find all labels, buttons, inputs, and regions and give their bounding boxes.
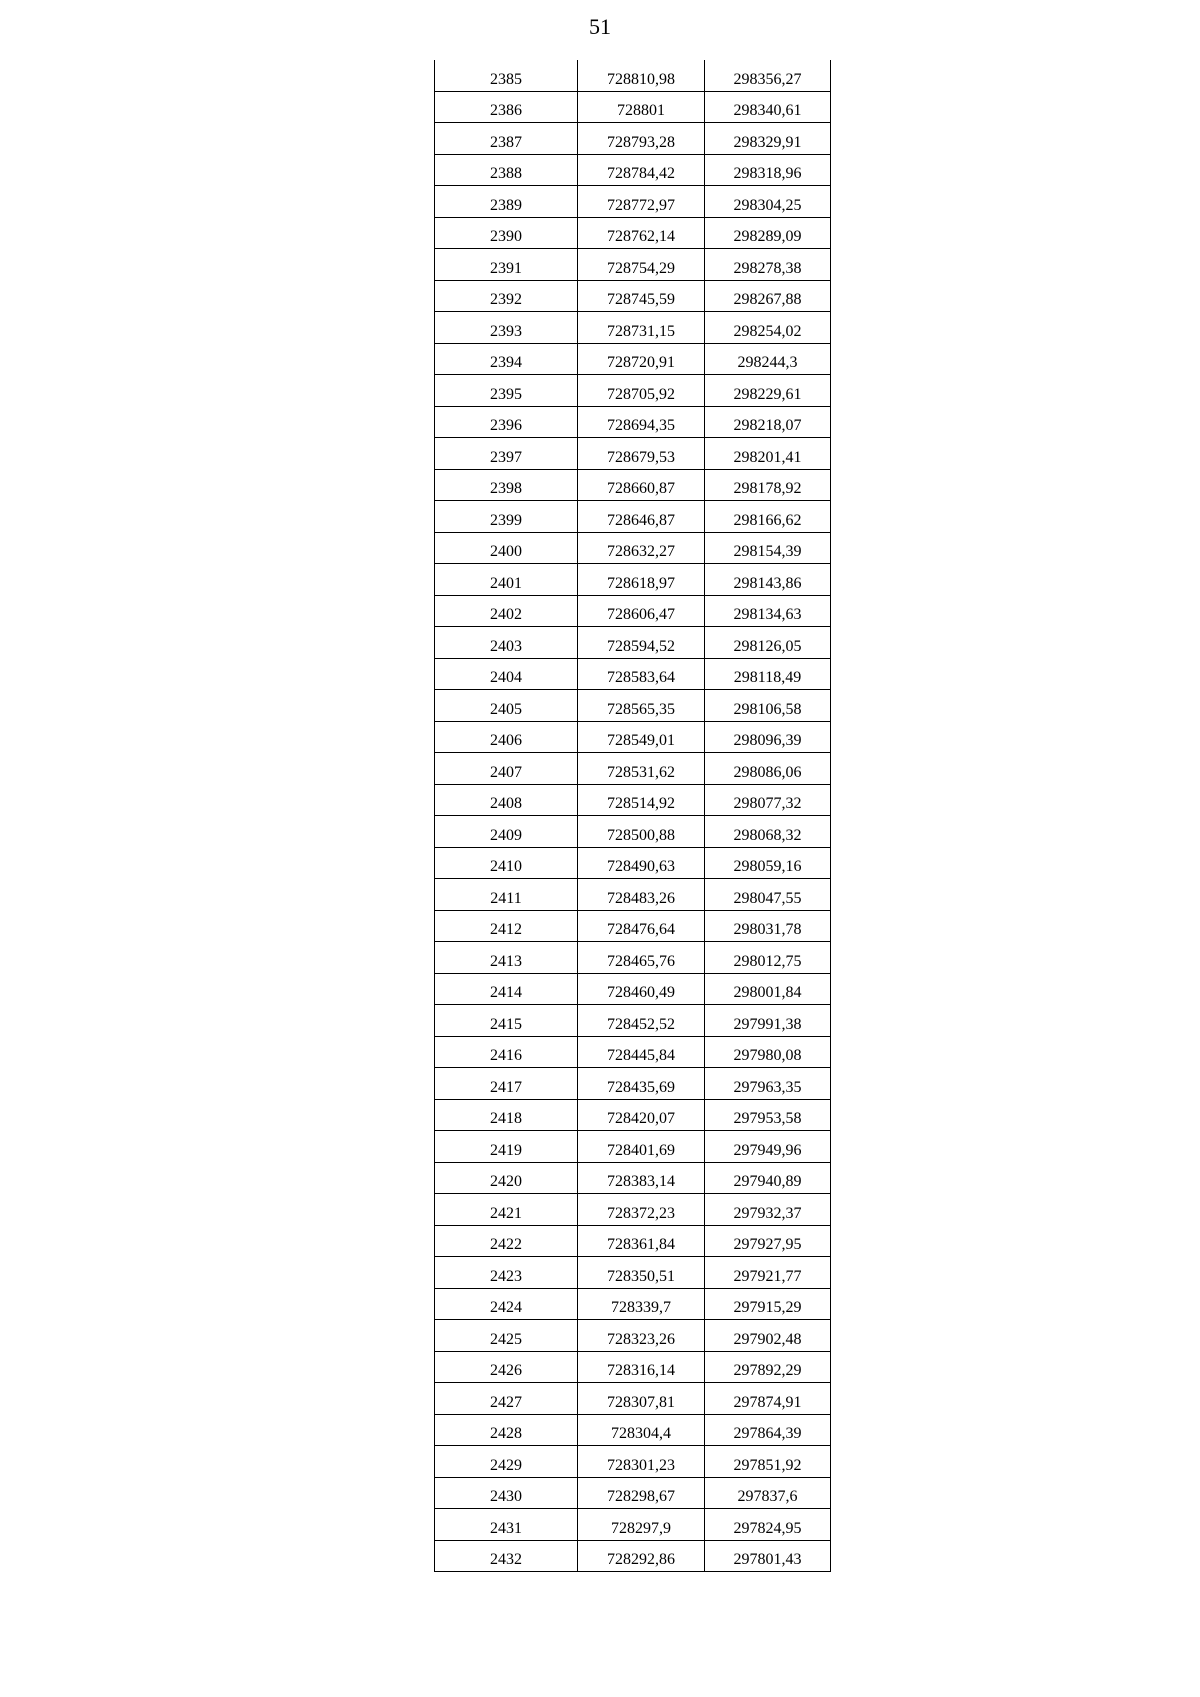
point-number-cell: 2401 (435, 564, 578, 596)
x-coordinate-cell: 728292,86 (578, 1540, 705, 1572)
table-row (435, 186, 831, 218)
point-number-cell: 2432 (435, 1540, 578, 1572)
x-coordinate-cell: 728298,67 (578, 1477, 705, 1509)
point-number-cell: 2412 (435, 910, 578, 942)
point-number-cell: 2407 (435, 753, 578, 785)
table-row (435, 438, 831, 470)
table-row (435, 1257, 831, 1289)
y-coordinate-cell: 297927,95 (705, 1225, 831, 1257)
table-row (435, 217, 831, 249)
y-coordinate-cell: 298077,32 (705, 784, 831, 816)
table-row (435, 1162, 831, 1194)
y-coordinate-cell: 298106,58 (705, 690, 831, 722)
x-coordinate-cell: 728646,87 (578, 501, 705, 533)
y-coordinate-cell: 298096,39 (705, 721, 831, 753)
table-row (435, 1099, 831, 1131)
point-number-cell: 2413 (435, 942, 578, 974)
y-coordinate-cell: 298318,96 (705, 154, 831, 186)
y-coordinate-cell: 297963,35 (705, 1068, 831, 1100)
x-coordinate-cell: 728784,42 (578, 154, 705, 186)
table-row (435, 1131, 831, 1163)
y-coordinate-cell: 298244,3 (705, 343, 831, 375)
table-row (435, 1320, 831, 1352)
x-coordinate-cell: 728445,84 (578, 1036, 705, 1068)
table-row (435, 91, 831, 123)
point-number-cell: 2385 (435, 60, 578, 91)
x-coordinate-cell: 728339,7 (578, 1288, 705, 1320)
x-coordinate-cell: 728793,28 (578, 123, 705, 155)
x-coordinate-cell: 728323,26 (578, 1320, 705, 1352)
table-row (435, 469, 831, 501)
point-number-cell: 2409 (435, 816, 578, 848)
table-row (435, 1540, 831, 1572)
table-row (435, 249, 831, 281)
y-coordinate-cell: 298068,32 (705, 816, 831, 848)
table-row (435, 690, 831, 722)
point-number-cell: 2427 (435, 1383, 578, 1415)
y-coordinate-cell: 297851,92 (705, 1446, 831, 1478)
y-coordinate-cell: 298289,09 (705, 217, 831, 249)
point-number-cell: 2426 (435, 1351, 578, 1383)
point-number-cell: 2404 (435, 658, 578, 690)
y-coordinate-cell: 298267,88 (705, 280, 831, 312)
point-number-cell: 2395 (435, 375, 578, 407)
y-coordinate-cell: 298356,27 (705, 60, 831, 91)
table-row (435, 721, 831, 753)
y-coordinate-cell: 297980,08 (705, 1036, 831, 1068)
x-coordinate-cell: 728531,62 (578, 753, 705, 785)
table-row (435, 280, 831, 312)
table-row (435, 123, 831, 155)
table-row (435, 816, 831, 848)
x-coordinate-cell: 728618,97 (578, 564, 705, 596)
x-coordinate-cell: 728465,76 (578, 942, 705, 974)
table-row (435, 973, 831, 1005)
point-number-cell: 2397 (435, 438, 578, 470)
y-coordinate-cell: 298047,55 (705, 879, 831, 911)
point-number-cell: 2423 (435, 1257, 578, 1289)
point-number-cell: 2422 (435, 1225, 578, 1257)
table-row (435, 942, 831, 974)
x-coordinate-cell: 728660,87 (578, 469, 705, 501)
point-number-cell: 2417 (435, 1068, 578, 1100)
point-number-cell: 2425 (435, 1320, 578, 1352)
y-coordinate-cell: 298154,39 (705, 532, 831, 564)
x-coordinate-cell: 728731,15 (578, 312, 705, 344)
x-coordinate-cell: 728810,98 (578, 60, 705, 91)
point-number-cell: 2394 (435, 343, 578, 375)
point-number-cell: 2387 (435, 123, 578, 155)
point-number-cell: 2420 (435, 1162, 578, 1194)
x-coordinate-cell: 728514,92 (578, 784, 705, 816)
x-coordinate-cell: 728745,59 (578, 280, 705, 312)
y-coordinate-cell: 297837,6 (705, 1477, 831, 1509)
table-row (435, 60, 831, 91)
y-coordinate-cell: 297949,96 (705, 1131, 831, 1163)
y-coordinate-cell: 298059,16 (705, 847, 831, 879)
y-coordinate-cell: 297921,77 (705, 1257, 831, 1289)
x-coordinate-cell: 728679,53 (578, 438, 705, 470)
y-coordinate-cell: 298118,49 (705, 658, 831, 690)
x-coordinate-cell: 728754,29 (578, 249, 705, 281)
point-number-cell: 2416 (435, 1036, 578, 1068)
table-row (435, 406, 831, 438)
x-coordinate-cell: 728583,64 (578, 658, 705, 690)
x-coordinate-cell: 728420,07 (578, 1099, 705, 1131)
x-coordinate-cell: 728372,23 (578, 1194, 705, 1226)
y-coordinate-cell: 298126,05 (705, 627, 831, 659)
y-coordinate-cell: 297940,89 (705, 1162, 831, 1194)
coordinates-table-body (435, 60, 831, 1572)
point-number-cell: 2389 (435, 186, 578, 218)
x-coordinate-cell: 728694,35 (578, 406, 705, 438)
table-row (435, 154, 831, 186)
y-coordinate-cell: 297874,91 (705, 1383, 831, 1415)
point-number-cell: 2430 (435, 1477, 578, 1509)
point-number-cell: 2431 (435, 1509, 578, 1541)
x-coordinate-cell: 728549,01 (578, 721, 705, 753)
x-coordinate-cell: 728705,92 (578, 375, 705, 407)
y-coordinate-cell: 298001,84 (705, 973, 831, 1005)
y-coordinate-cell: 298166,62 (705, 501, 831, 533)
y-coordinate-cell: 298031,78 (705, 910, 831, 942)
x-coordinate-cell: 728435,69 (578, 1068, 705, 1100)
table-row (435, 910, 831, 942)
y-coordinate-cell: 297801,43 (705, 1540, 831, 1572)
point-number-cell: 2414 (435, 973, 578, 1005)
point-number-cell: 2415 (435, 1005, 578, 1037)
point-number-cell: 2428 (435, 1414, 578, 1446)
table-row (435, 343, 831, 375)
table-row (435, 312, 831, 344)
x-coordinate-cell: 728304,4 (578, 1414, 705, 1446)
x-coordinate-cell: 728483,26 (578, 879, 705, 911)
y-coordinate-cell: 297953,58 (705, 1099, 831, 1131)
table-row (435, 753, 831, 785)
page-number: 51 (589, 14, 611, 39)
y-coordinate-cell: 298134,63 (705, 595, 831, 627)
point-number-cell: 2405 (435, 690, 578, 722)
table-row (435, 564, 831, 596)
x-coordinate-cell: 728762,14 (578, 217, 705, 249)
y-coordinate-cell: 298201,41 (705, 438, 831, 470)
table-row (435, 375, 831, 407)
x-coordinate-cell: 728383,14 (578, 1162, 705, 1194)
table-row (435, 879, 831, 911)
x-coordinate-cell: 728490,63 (578, 847, 705, 879)
y-coordinate-cell: 298229,61 (705, 375, 831, 407)
point-number-cell: 2410 (435, 847, 578, 879)
table-row (435, 1383, 831, 1415)
x-coordinate-cell: 728594,52 (578, 627, 705, 659)
y-coordinate-cell: 297932,37 (705, 1194, 831, 1226)
x-coordinate-cell: 728401,69 (578, 1131, 705, 1163)
y-coordinate-cell: 297864,39 (705, 1414, 831, 1446)
y-coordinate-cell: 298218,07 (705, 406, 831, 438)
point-number-cell: 2403 (435, 627, 578, 659)
point-number-cell: 2421 (435, 1194, 578, 1226)
x-coordinate-cell: 728301,23 (578, 1446, 705, 1478)
point-number-cell: 2419 (435, 1131, 578, 1163)
table-row (435, 658, 831, 690)
point-number-cell: 2391 (435, 249, 578, 281)
table-row (435, 1414, 831, 1446)
x-coordinate-cell: 728361,84 (578, 1225, 705, 1257)
y-coordinate-cell: 297892,29 (705, 1351, 831, 1383)
y-coordinate-cell: 298012,75 (705, 942, 831, 974)
point-number-cell: 2408 (435, 784, 578, 816)
table-row (435, 501, 831, 533)
point-number-cell: 2402 (435, 595, 578, 627)
table-row (435, 1225, 831, 1257)
x-coordinate-cell: 728801 (578, 91, 705, 123)
y-coordinate-cell: 297902,48 (705, 1320, 831, 1352)
point-number-cell: 2406 (435, 721, 578, 753)
table-row (435, 532, 831, 564)
y-coordinate-cell: 297991,38 (705, 1005, 831, 1037)
point-number-cell: 2390 (435, 217, 578, 249)
x-coordinate-cell: 728565,35 (578, 690, 705, 722)
table-row (435, 784, 831, 816)
y-coordinate-cell: 298178,92 (705, 469, 831, 501)
table-row (435, 1005, 831, 1037)
x-coordinate-cell: 728606,47 (578, 595, 705, 627)
table-row (435, 1036, 831, 1068)
y-coordinate-cell: 298143,86 (705, 564, 831, 596)
x-coordinate-cell: 728297,9 (578, 1509, 705, 1541)
y-coordinate-cell: 297824,95 (705, 1509, 831, 1541)
point-number-cell: 2399 (435, 501, 578, 533)
y-coordinate-cell: 298254,02 (705, 312, 831, 344)
x-coordinate-cell: 728772,97 (578, 186, 705, 218)
x-coordinate-cell: 728452,52 (578, 1005, 705, 1037)
table-row (435, 1288, 831, 1320)
table-row (435, 595, 831, 627)
point-number-cell: 2429 (435, 1446, 578, 1478)
table-row (435, 1509, 831, 1541)
table-row (435, 1068, 831, 1100)
x-coordinate-cell: 728350,51 (578, 1257, 705, 1289)
table-row (435, 1194, 831, 1226)
table-row (435, 1477, 831, 1509)
y-coordinate-cell: 298340,61 (705, 91, 831, 123)
point-number-cell: 2418 (435, 1099, 578, 1131)
point-number-cell: 2386 (435, 91, 578, 123)
coordinates-table (434, 60, 831, 1572)
y-coordinate-cell: 298278,38 (705, 249, 831, 281)
y-coordinate-cell: 298086,06 (705, 753, 831, 785)
point-number-cell: 2398 (435, 469, 578, 501)
x-coordinate-cell: 728632,27 (578, 532, 705, 564)
x-coordinate-cell: 728460,49 (578, 973, 705, 1005)
point-number-cell: 2392 (435, 280, 578, 312)
x-coordinate-cell: 728307,81 (578, 1383, 705, 1415)
x-coordinate-cell: 728720,91 (578, 343, 705, 375)
table-row (435, 1446, 831, 1478)
y-coordinate-cell: 297915,29 (705, 1288, 831, 1320)
point-number-cell: 2424 (435, 1288, 578, 1320)
table-row (435, 627, 831, 659)
point-number-cell: 2388 (435, 154, 578, 186)
x-coordinate-cell: 728500,88 (578, 816, 705, 848)
table-row (435, 1351, 831, 1383)
x-coordinate-cell: 728476,64 (578, 910, 705, 942)
table-row (435, 847, 831, 879)
point-number-cell: 2411 (435, 879, 578, 911)
point-number-cell: 2393 (435, 312, 578, 344)
y-coordinate-cell: 298304,25 (705, 186, 831, 218)
y-coordinate-cell: 298329,91 (705, 123, 831, 155)
x-coordinate-cell: 728316,14 (578, 1351, 705, 1383)
point-number-cell: 2396 (435, 406, 578, 438)
point-number-cell: 2400 (435, 532, 578, 564)
